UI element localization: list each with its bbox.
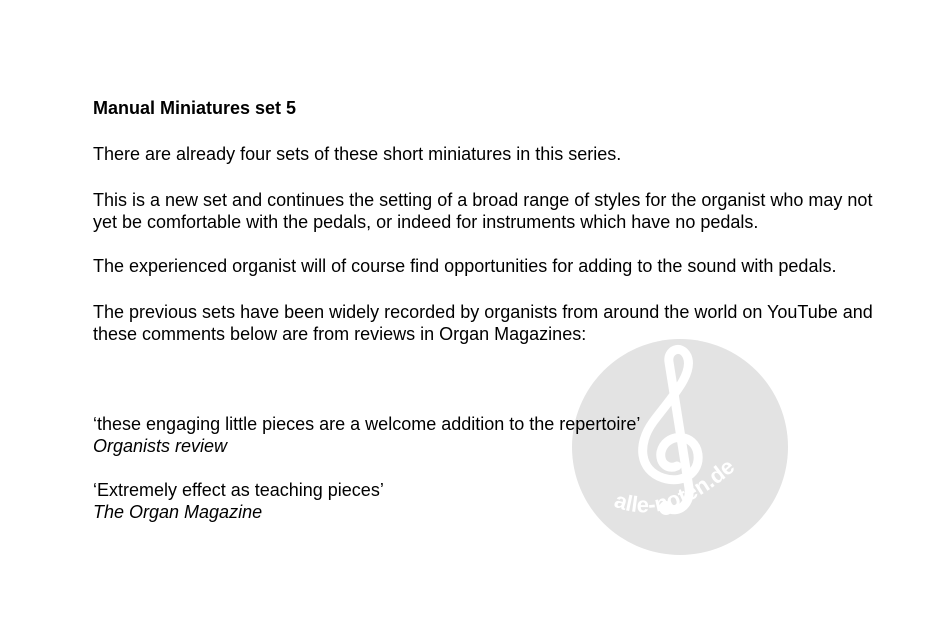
watermark-text: alle-noten.de [611, 453, 740, 518]
review-source: Organists review [93, 436, 228, 456]
page-title: Manual Miniatures set 5 [93, 98, 297, 118]
paragraph-new-set: This is a new set and continues the setting of a broad range of styles for the organist who may not yet be comfortable with the pedals, or indeed for instruments which have no pedals. [93, 190, 873, 232]
review-quote: ‘these engaging little pieces are a welcome addition to the repertoire’ [93, 414, 641, 434]
review-1 [93, 413, 883, 457]
document-body [93, 97, 883, 523]
review-quote: ‘Extremely effect as teaching pieces’ [93, 480, 384, 500]
paragraph-previous-sets: The previous sets have been widely recorded by organists from around the world on YouTube and these comments below are from reviews in Organ Magazines: [93, 302, 873, 344]
paragraph-intro: There are already four sets of these short miniatures in this series. [93, 144, 622, 164]
review-2 [93, 479, 883, 523]
review-source: The Organ Magazine [93, 502, 263, 522]
paragraph-experienced: The experienced organist will of course find opportunities for adding to the sound with pedals. [93, 256, 837, 276]
